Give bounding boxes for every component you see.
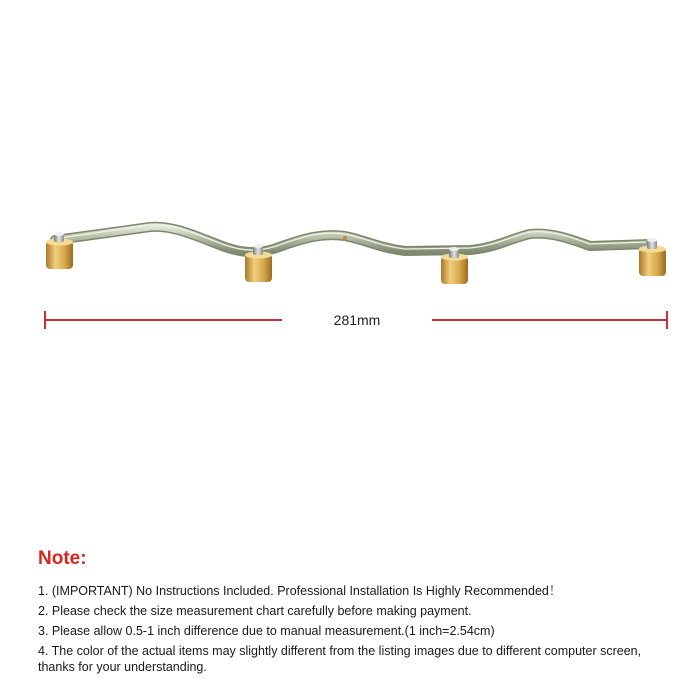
dimension-line-right xyxy=(432,319,666,321)
note-item: 1. (IMPORTANT) No Instructions Included. Professional Installation Is Highly Recommended！ xyxy=(38,584,562,598)
note-list xyxy=(38,583,678,679)
note-item: 4. The color of the actual items may slightly different from the listing images due to different computer screen, thanks for your understanding. xyxy=(38,644,642,674)
note-item: 2. Please check the size measurement chart carefully before making payment. xyxy=(38,604,472,618)
rivet-icon xyxy=(343,236,347,240)
dimension-label: 281mm xyxy=(333,312,381,328)
note-item: 3. Please allow 0.5-1 inch difference due to manual measurement.(1 inch=2.54cm) xyxy=(38,624,495,638)
product-image xyxy=(0,0,700,300)
dimension-right-cap xyxy=(666,311,668,329)
dimension-line-left xyxy=(46,319,282,321)
dimension-indicator xyxy=(44,308,668,332)
note-title: Note: xyxy=(38,548,87,569)
